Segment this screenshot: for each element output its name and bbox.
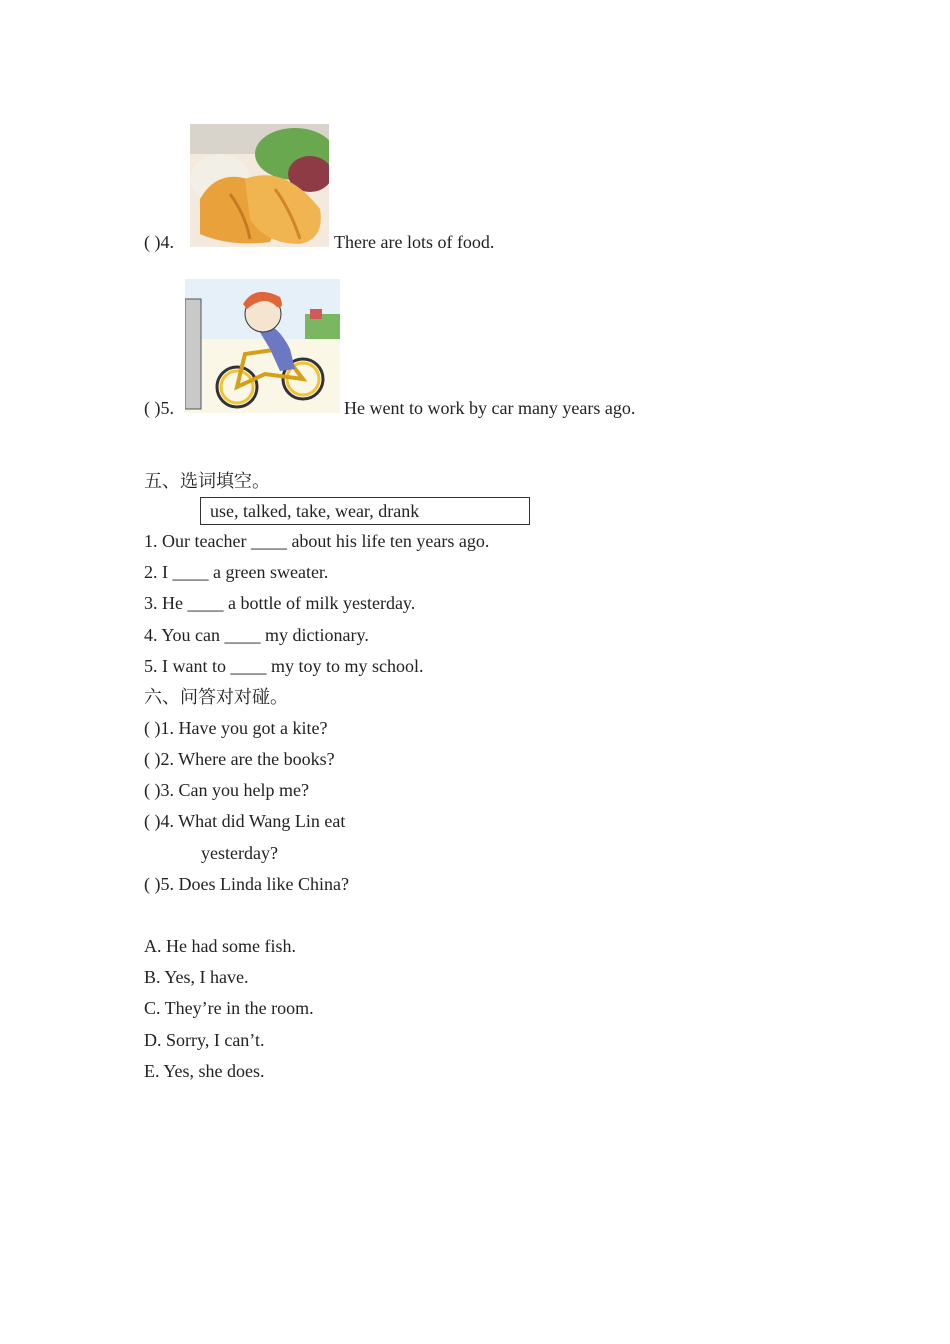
fill-item-3: 3. He ____ a bottle of milk yesterday. [144,593,416,613]
boy-cycling-picture [185,279,340,413]
item5-paren: ( )5. [144,398,174,418]
section6-title: 六、问答对对碰。 [144,687,288,707]
fill-item-5: 5. I want to ____ my toy to my school. [144,656,424,676]
question-4-continued: yesterday? [201,843,278,863]
fill-item-2: 2. I ____ a green sweater. [144,562,329,582]
section5-title: 五、选词填空。 [144,471,270,491]
question-4: ( )4. What did Wang Lin eat [144,811,346,831]
answer-c: C. They’re in the room. [144,998,314,1018]
answer-a: A. He had some fish. [144,936,296,956]
word-bank-box [200,497,530,525]
answer-b: B. Yes, I have. [144,967,249,987]
question-2: ( )2. Where are the books? [144,749,335,769]
answer-e: E. Yes, she does. [144,1061,265,1081]
fill-item-4: 4. You can ____ my dictionary. [144,625,369,645]
question-5: ( )5. Does Linda like China? [144,874,349,894]
fried-food-picture [190,124,329,247]
answer-d: D. Sorry, I can’t. [144,1030,265,1050]
fill-item-1: 1. Our teacher ____ about his life ten years ago. [144,531,490,551]
item5-sentence: He went to work by car many years ago. [344,398,636,418]
item4-paren: ( )4. [144,232,174,252]
question-3: ( )3. Can you help me? [144,780,309,800]
word-bank: use, talked, take, wear, drank [210,501,420,521]
item4-sentence: There are lots of food. [334,232,495,252]
question-1: ( )1. Have you got a kite? [144,718,328,738]
